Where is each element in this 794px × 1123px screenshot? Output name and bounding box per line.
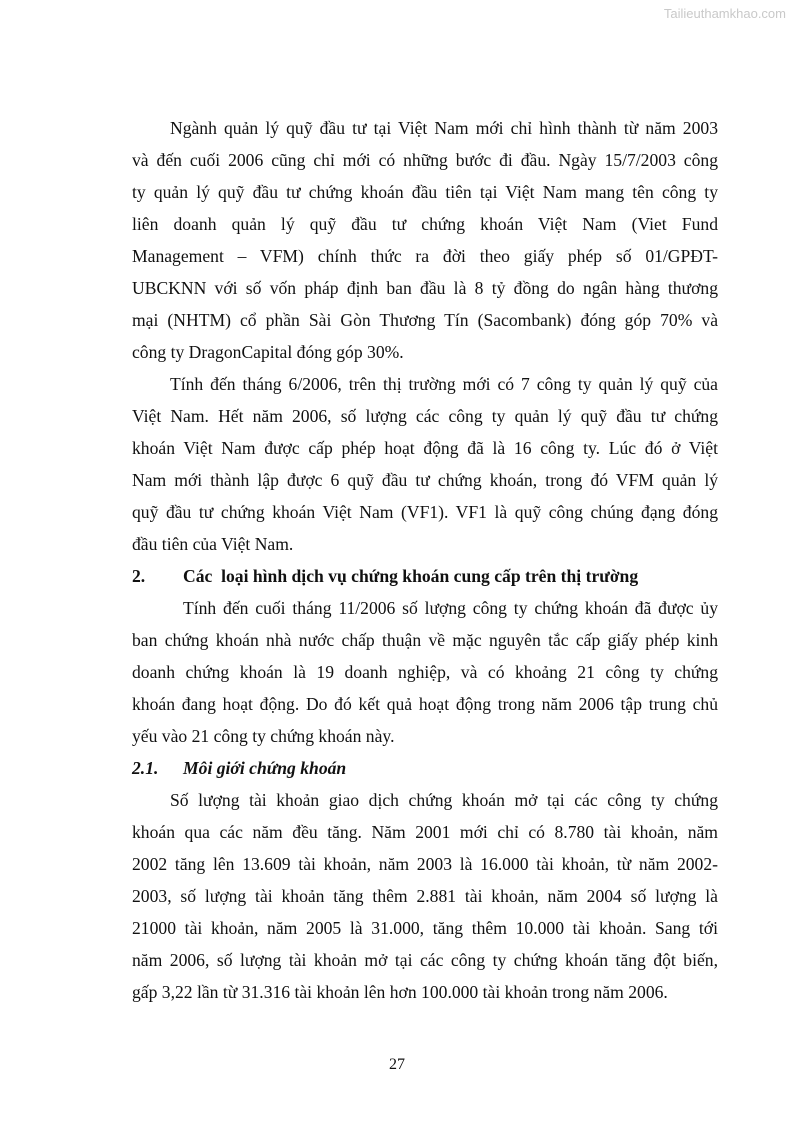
text-line: Ngành quản lý quỹ đầu tư tại Việt Nam mới chỉ hình thành từ năm 2003 (170, 118, 718, 138)
text-line: ty quản lý quỹ đầu tư chứng khoán đầu tiên tại Việt Nam mang tên công ty (132, 182, 718, 202)
section-heading-2-1 (132, 752, 718, 784)
paragraph-fund-companies (132, 368, 718, 560)
paragraph-securities-companies (132, 592, 718, 752)
section-title: Các loại hình dịch vụ chứng khoán cung cấp trên thị trường (183, 566, 639, 586)
section-number: 2.1. (132, 758, 159, 778)
text-line: năm 2006, số lượng tài khoản mở tại các công ty chứng khoán tăng đột biến, (132, 950, 718, 970)
text-line: Việt Nam. Hết năm 2006, số lượng các công ty quản lý quỹ đầu tư chứng (132, 406, 718, 426)
text-line: mại (NHTM) cổ phần Sài Gòn Thương Tín (Sacombank) đóng góp 70% và (132, 310, 718, 330)
text-line: ban chứng khoán nhà nước chấp thuận về mặc nguyên tắc cấp giấy phép kinh (132, 630, 718, 650)
page-number: 27 (389, 1056, 405, 1073)
paragraph-vfm-history (132, 112, 718, 368)
text-line: 21000 tài khoản, năm 2005 là 31.000, tăng thêm 10.000 tài khoản. Sang tới (132, 918, 718, 938)
text-line: yếu vào 21 công ty chứng khoán này. (132, 726, 395, 746)
section-title: Môi giới chứng khoán (183, 758, 347, 778)
paragraph-brokerage-accounts (132, 784, 718, 1008)
text-line: Số lượng tài khoản giao dịch chứng khoán mở tại các công ty chứng (170, 790, 718, 810)
text-line: gấp 3,22 lần từ 31.316 tài khoản lên hơn 100.000 tài khoản trong năm 2006. (132, 982, 668, 1002)
text-line: doanh chứng khoán là 19 doanh nghiệp, và có khoảng 21 công ty chứng (132, 662, 718, 682)
text-line: UBCKNN với số vốn pháp định ban đầu là 8 tỷ đồng do ngân hàng thương (132, 278, 718, 298)
text-line: Management – VFM) chính thức ra đời theo giấy phép số 01/GPĐT- (132, 246, 718, 266)
text-line: khoán qua các năm đều tăng. Năm 2001 mới chỉ có 8.780 tài khoản, năm (132, 822, 718, 842)
text-line: Tính đến tháng 6/2006, trên thị trường mới có 7 công ty quản lý quỹ của (170, 374, 718, 394)
text-line: 2002 tăng lên 13.609 tài khoản, năm 2003 là 16.000 tài khoản, từ năm 2002- (132, 854, 718, 874)
page-body (132, 112, 718, 1008)
text-line: liên doanh quản lý quỹ đầu tư chứng khoán Việt Nam (Viet Fund (132, 214, 718, 234)
watermark: Tailieuthamkhao.com (663, 6, 786, 21)
text-line: khoán đang hoạt động. Do đó kết quả hoạt động trong năm 2006 tập trung chủ (132, 694, 718, 714)
section-number: 2. (132, 566, 146, 586)
text-line: 2003, số lượng tài khoản tăng thêm 2.881 tài khoản, năm 2004 số lượng là (132, 886, 718, 906)
text-line: quỹ đầu tư chứng khoán Việt Nam (VF1). VF1 là quỹ công chúng đạng đóng (132, 502, 718, 522)
text-line: công ty DragonCapital đóng góp 30%. (132, 342, 404, 362)
text-line: đầu tiên của Việt Nam. (132, 534, 294, 554)
text-line: khoán Việt Nam được cấp phép hoạt động đã là 16 công ty. Lúc đó ở Việt (132, 438, 718, 458)
text-line: và đến cuối 2006 cũng chỉ mới có những bước đi đầu. Ngày 15/7/2003 công (132, 150, 718, 170)
section-heading-2 (132, 560, 718, 592)
text-line: Nam mới thành lập được 6 quỹ đầu tư chứng khoán, trong đó VFM quản lý (132, 470, 718, 490)
text-line: Tính đến cuối tháng 11/2006 số lượng công ty chứng khoán đã được ủy (183, 598, 718, 618)
